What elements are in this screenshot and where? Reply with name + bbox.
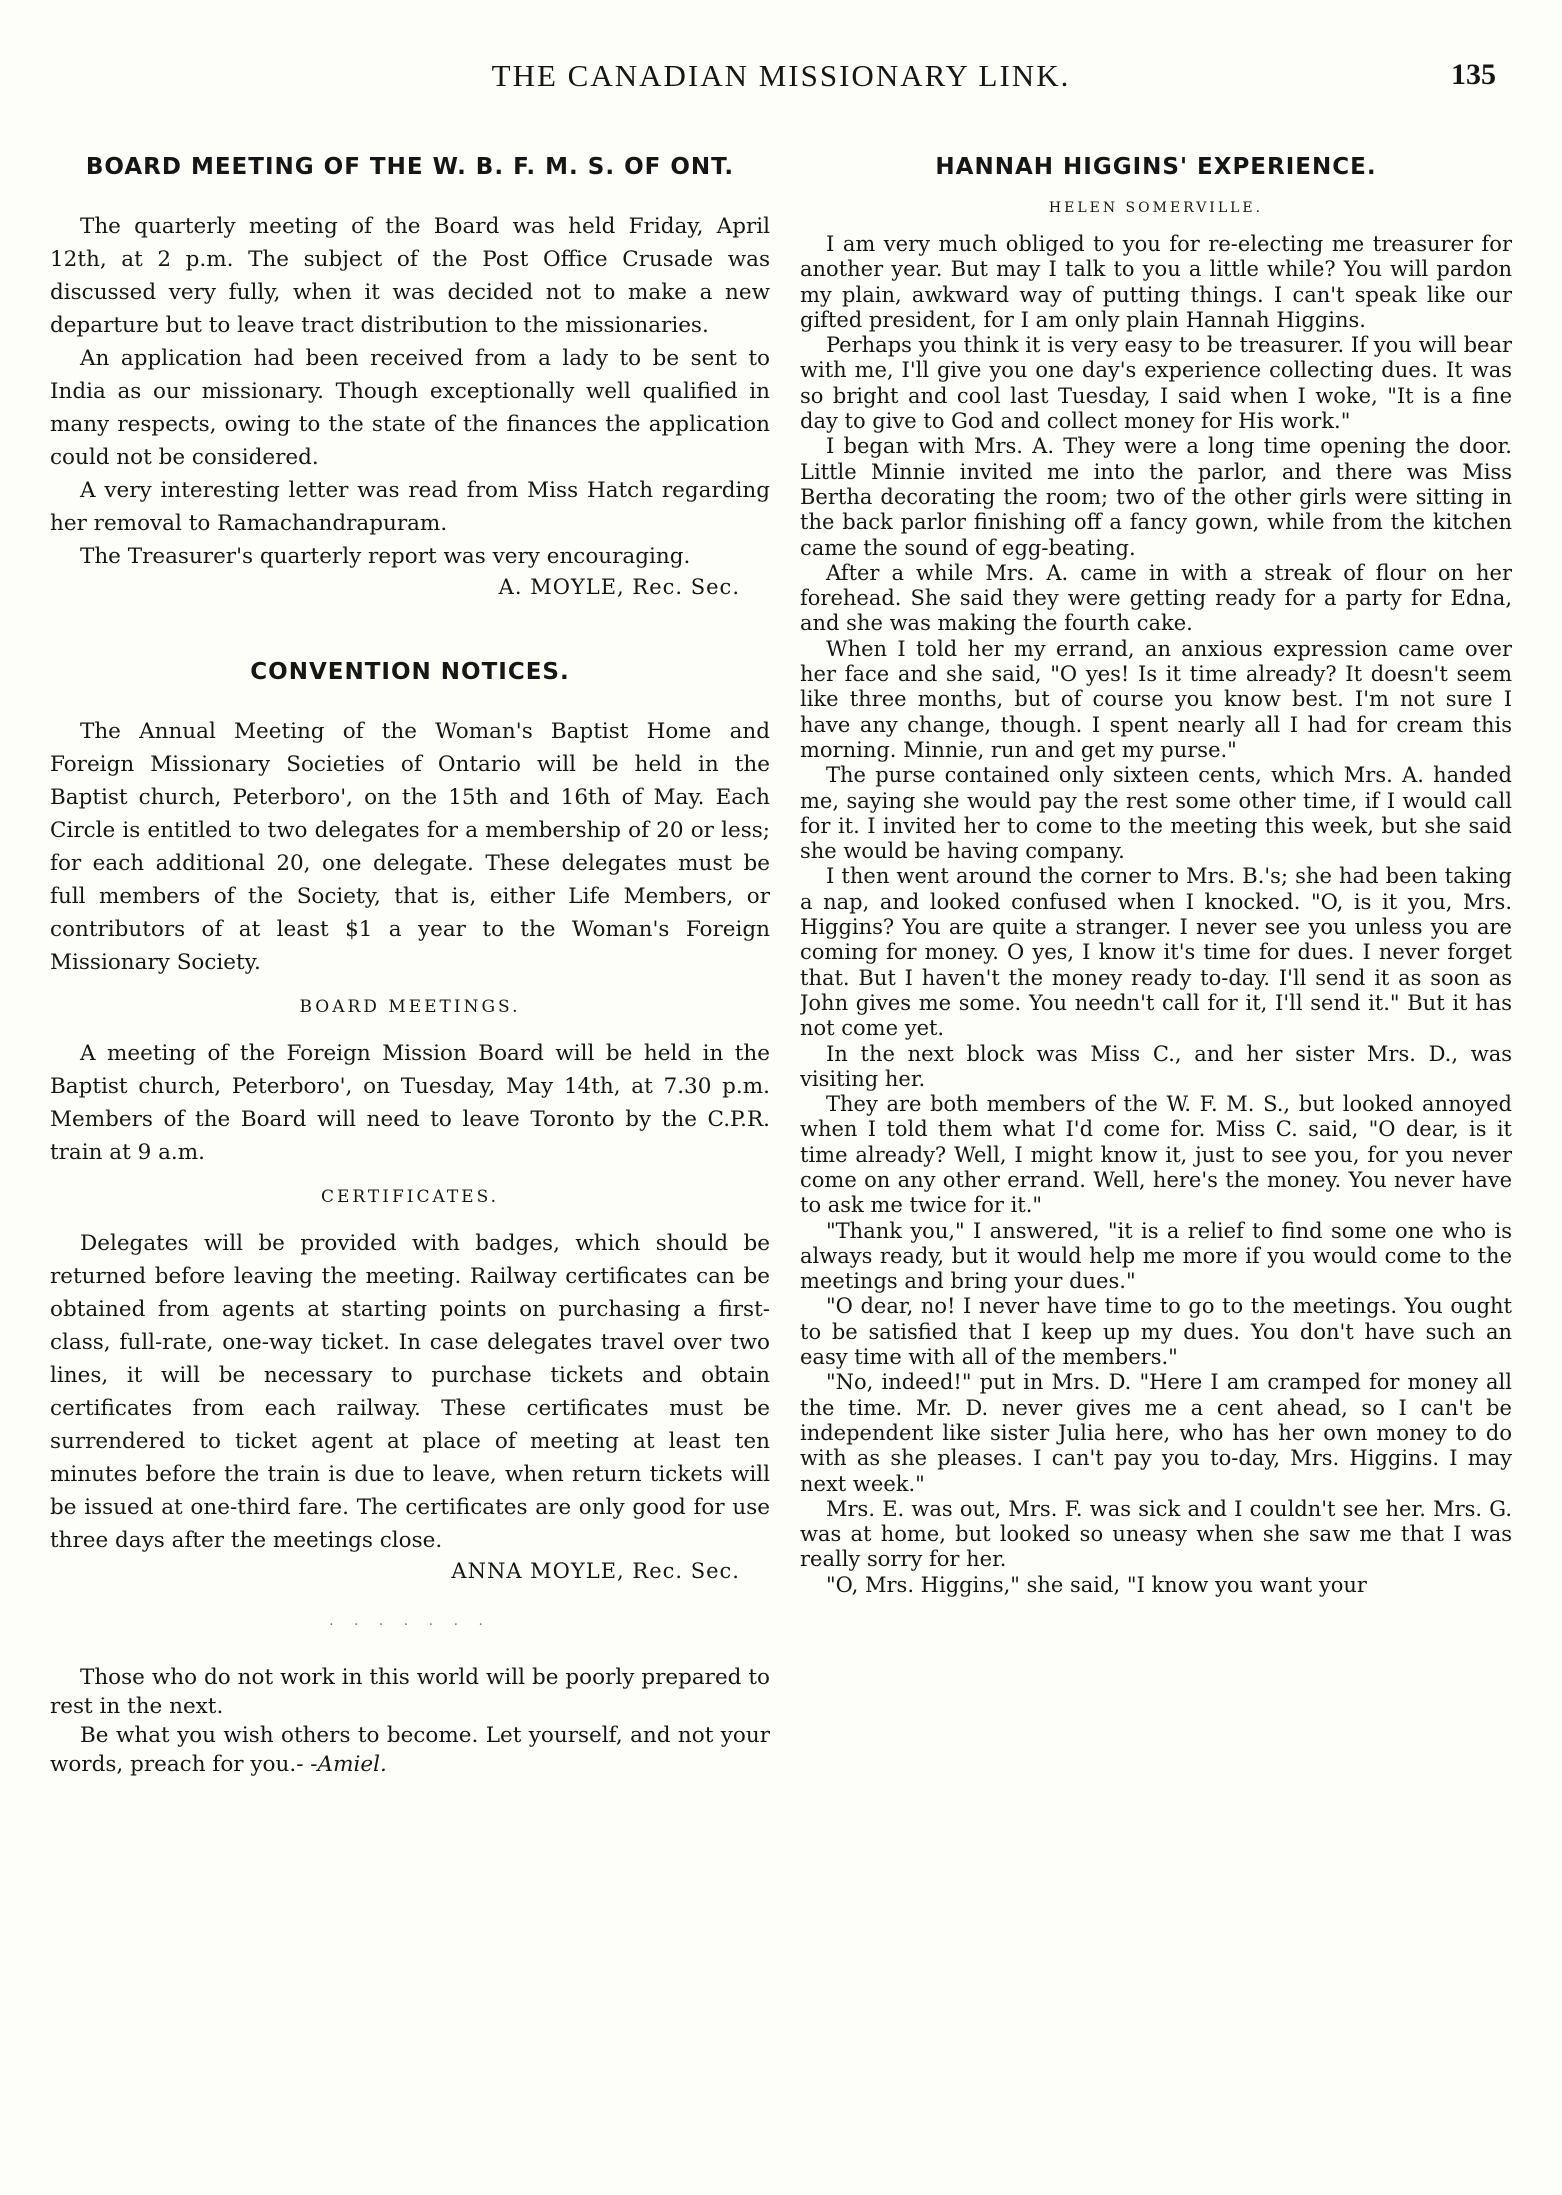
closing-attribution: - -Amiel. bbox=[296, 1752, 387, 1777]
left-column bbox=[50, 140, 770, 2175]
closing-text: Be what you wish others to become. Let yourself, and not your words, preach for you. bbox=[50, 1723, 770, 1777]
board-meeting-paragraph: A very interesting letter was read from Miss Hatch regarding her removal to Ramachandrapuram. bbox=[50, 478, 770, 536]
story-paragraph: "Thank you," I answered, "it is a relief to find some one who is always ready, but it would help me more if you would come to the meetings and bring your dues." bbox=[800, 1218, 1512, 1294]
convention-notices-heading: CONVENTION NOTICES. bbox=[250, 659, 570, 685]
story-paragraph: I am very much obliged to you for re-electing me treasurer for another year. But may I talk to you a little while? You will pardon my plain, awkward way of putting things. I can't speak like our gifted president, for I am only plain Hannah Higgins. bbox=[800, 232, 1512, 332]
closing-paragraph: Those who do not work in this world will be poorly prepared to rest in the next. bbox=[50, 1665, 770, 1719]
story-paragraph: They are both members of the W. F. M. S., but looked annoyed when I told them what I'd come for. Miss C. said, "O dear, is it time already? Well, I might know it, just to see you, for you never come on any other errand. Well, here's the money. You never have to ask me twice for it." bbox=[800, 1092, 1512, 1218]
story-paragraph: In the next block was Miss C., and her sister Mrs. D., was visiting her. bbox=[800, 1041, 1512, 1091]
story-paragraph: "O dear, no! I never have time to go to the meetings. You ought to be satisfied that I keep up my dues. You don't have such an easy time with all of the members." bbox=[800, 1294, 1512, 1370]
right-column bbox=[800, 140, 1512, 2175]
board-meeting-paragraph: An application had been received from a lady to be sent to India as our missionary. Though exceptionally well qualified in many respects, owing to the state of the finances the application could not be considered. bbox=[50, 346, 770, 470]
convention-intro: The Annual Meeting of the Woman's Baptist Home and Foreign Missionary Societies of Ontario will be held in the Baptist church, Peterboro', on the 15th and 16th of May. Each Circle is entitled to two delegates for a membership of 20 or less; for each additional 20, one delegate. These delegates must be full members of the Society, that is, either Life Members, or contributors of at least $1 a year to the Woman's Foreign Missionary Society. bbox=[50, 719, 770, 975]
board-meeting-paragraph: The Treasurer's quarterly report was very encouraging. bbox=[80, 544, 691, 569]
journal-title: THE CANADIAN MISSIONARY LINK. bbox=[491, 58, 1071, 93]
section-divider: · · · · · · · bbox=[329, 1617, 491, 1633]
story-paragraph: The purse contained only sixteen cents, which Mrs. A. handed me, saying she would pay the rest some other time, if I would call for it. I invited her to come to the meeting this week, but she said she would be having company. bbox=[800, 763, 1512, 864]
convention-signature: ANNA MOYLE, Rec. Sec. bbox=[451, 1559, 740, 1583]
board-meeting-signature: A. MOYLE, Rec. Sec. bbox=[498, 575, 740, 599]
story-paragraph: I began with Mrs. A. They were a long time opening the door. Little Minnie invited me into the parlor, and there was Miss Bertha decorating the room; two of the other girls were sitting in the back parlor finishing off a fancy gown, while from the kitchen came the sound of egg-beating. bbox=[800, 434, 1512, 560]
story-paragraph: Perhaps you think it is very easy to be treasurer. If you will bear with me, I'll give you one day's experience collecting dues. It was so bright and cool last Tuesday, I said when I woke, "It is a fine day to give to God and collect money for His work." bbox=[800, 333, 1512, 434]
article-byline: HELEN SOMERVILLE. bbox=[1048, 200, 1264, 216]
board-meeting-heading: BOARD MEETING OF THE W. B. F. M. S. OF ONT. bbox=[85, 154, 735, 180]
story-paragraph: "O, Mrs. Higgins," she said, "I know you want your bbox=[826, 1572, 1367, 1597]
story-paragraph: Mrs. E. was out, Mrs. F. was sick and I couldn't see her. Mrs. G. was at home, but looked so uneasy when she saw me that I was really sorry for her. bbox=[800, 1496, 1512, 1572]
closing-quotes bbox=[50, 1663, 770, 1779]
page-header bbox=[0, 58, 1562, 108]
story-paragraph: "No, indeed!" put in Mrs. D. "Here I am cramped for money all the time. Mr. D. never gives me a cent ahead, so I can't be independent like sister Julia here, who has her own money to do with as she pleases. I can't pay you to-day, Mrs. Higgins. I may next week." bbox=[800, 1370, 1512, 1496]
board-meeting-article bbox=[50, 154, 770, 599]
story-paragraph: I then went around the corner to Mrs. B.'s; she had been taking a nap, and looked confused when I knocked. "O, is it you, Mrs. Higgins? You are quite a stranger. I never see you unless you are coming for money. O yes, I know it's time for dues. I never forget that. But I haven't the money ready to-day. I'll send it as soon as John gives me some. You needn't call for it, I'll send it." But it has not come yet. bbox=[800, 864, 1512, 1041]
board-meeting-paragraph: The quarterly meeting of the Board was held Friday, April 12th, at 2 p.m. The subject of the Post Office Crusade was discussed very fully, when it was decided not to make a new departure but to leave tract distribution to the missionaries. bbox=[50, 214, 770, 338]
hannah-higgins-heading: HANNAH HIGGINS' EXPERIENCE. bbox=[935, 154, 1377, 180]
story-paragraph: After a while Mrs. A. came in with a streak of flour on her forehead. She said they were getting ready for a party for Edna, and she was making the fourth cake. bbox=[800, 560, 1512, 636]
certificates-text: Delegates will be provided with badges, which should be returned before leaving the meeting. Railway certificates can be obtained from agents at starting points on purchasing a first-class, full-rate, one-way ticket. In case delegates travel over two lines, it will be necessary to purchase tickets and obtain certificates from each railway. These certificates must be surrendered to ticket agent at place of meeting at least ten minutes before the train is due to leave, when return tickets will be issued at one-third fare. The certificates are only good for use three days after the meetings close. bbox=[50, 1231, 770, 1553]
closing-paragraph bbox=[50, 1721, 770, 1779]
board-meetings-subhead: BOARD MEETINGS. bbox=[299, 997, 521, 1017]
hannah-higgins-article bbox=[800, 154, 1512, 1598]
convention-notices-article bbox=[50, 659, 770, 1583]
certificates-subhead: CERTIFICATES. bbox=[320, 1187, 500, 1207]
board-meetings-text: A meeting of the Foreign Mission Board will be held in the Baptist church, Peterboro', on Tuesday, May 14th, at 7.30 p.m. Members of the Board will need to leave Toronto by the C.P.R. train at 9 a.m. bbox=[50, 1041, 770, 1165]
page-number: 135 bbox=[1451, 58, 1496, 91]
story-paragraph: When I told her my errand, an anxious expression came over her face and she said, "O yes! Is it time already? It doesn't seem like three months, but of course you know best. I'm not sure I have any change, though. I spent nearly all I had for cream this morning. Minnie, run and get my purse." bbox=[800, 636, 1512, 762]
